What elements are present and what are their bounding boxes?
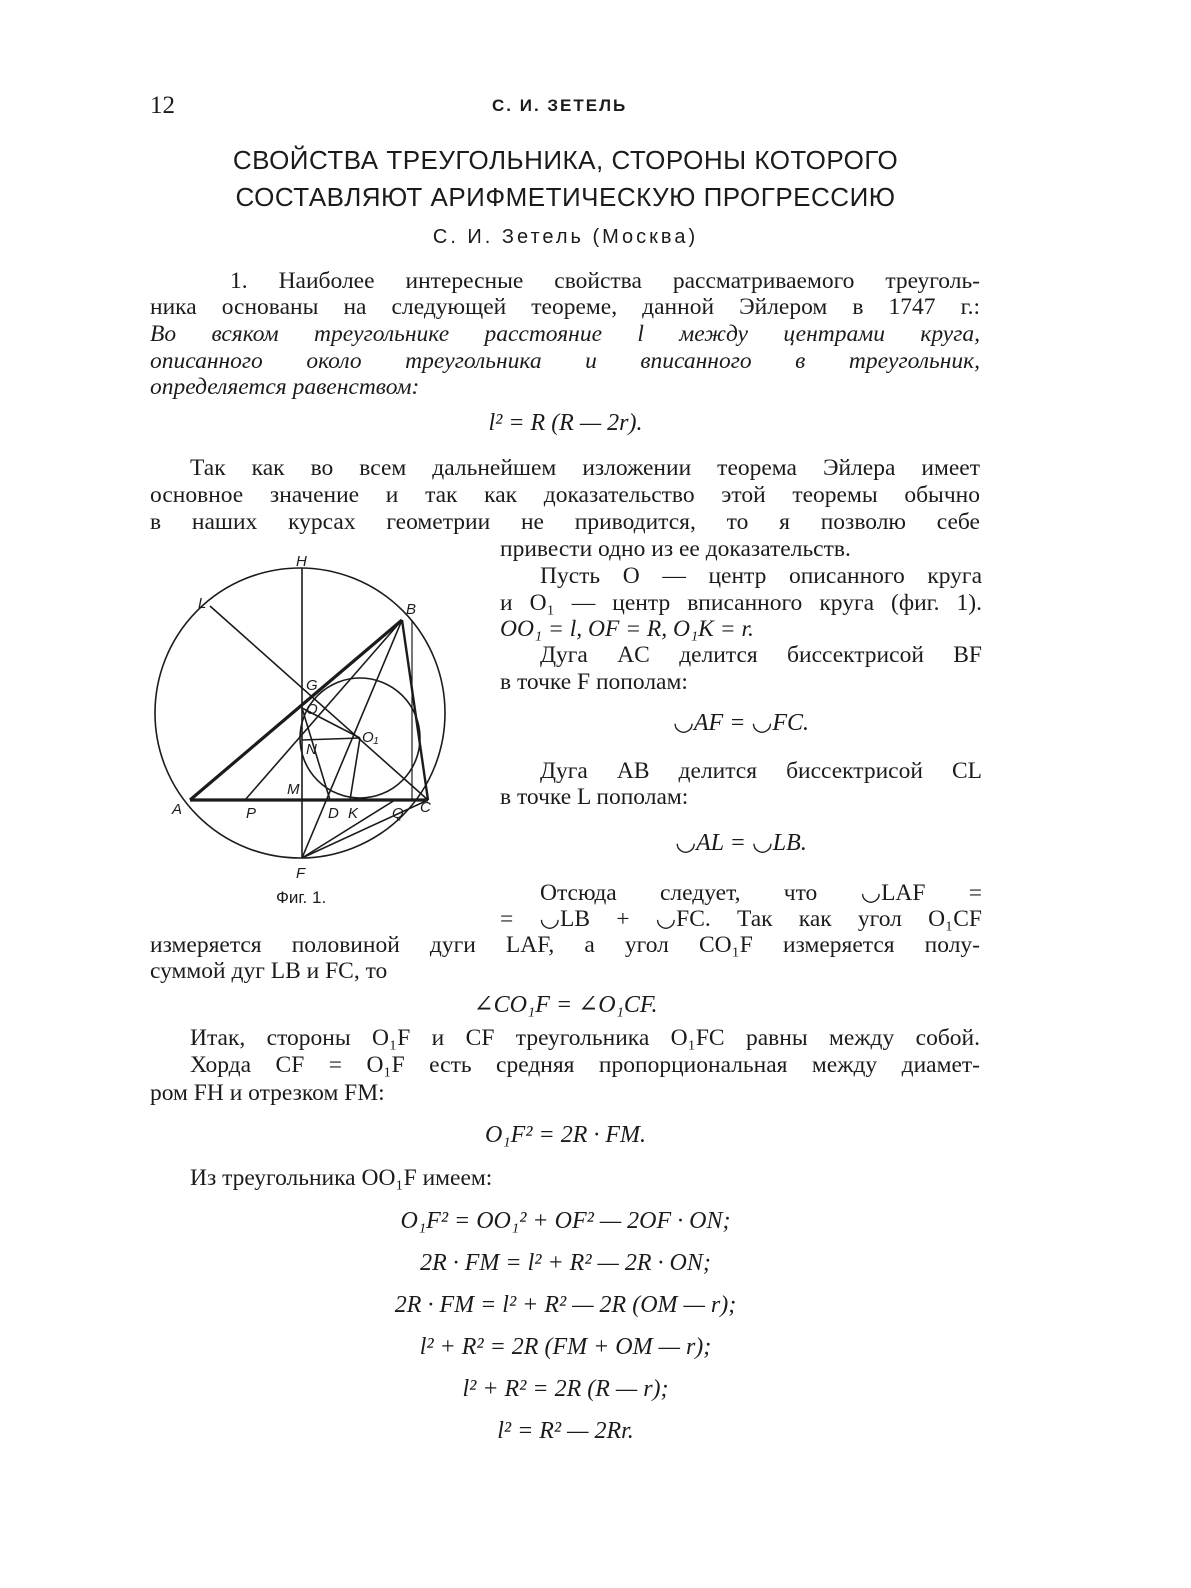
label-n: N — [306, 741, 317, 758]
paragraph-1-line-2: ника основаны на следующей теореме, данной Эйлером в 1747 г.: — [150, 294, 980, 320]
right-column-line-2: и O₁ — центр вписанного круга (фиг. 1). — [500, 590, 982, 616]
label-o: O — [306, 701, 318, 718]
label-k: K — [348, 805, 359, 822]
right-column-line-3: OO₁ = l, OF = R, O₁K = r. — [500, 616, 754, 642]
right-column-line-6: Дуга AB делится биссектрисой CL — [540, 758, 982, 784]
theorem-line-3: определяется равенством: — [150, 374, 420, 400]
paragraph-2-line-3: в наших курсах геометрии не приводится, то я позволю себе — [150, 509, 980, 535]
chord-cf — [302, 800, 428, 858]
right-column-line-8: Отсюда следует, что ◡LAF = — [540, 880, 982, 906]
label-g: G — [306, 677, 318, 694]
paragraph-2-line-4: привести одно из ее доказательств. — [500, 536, 851, 562]
label-m: M — [287, 781, 300, 798]
derivation-line-2: 2R · FM = l² + R² — 2R · ON; — [420, 1250, 711, 1276]
label-b: B — [406, 601, 417, 618]
wide-line-2: суммой дуг LB и FC, то — [150, 958, 388, 984]
right-column-line-9: = ◡LB + ◡FC. Так как угол O₁CF — [500, 906, 982, 932]
page-number: 12 — [150, 92, 175, 119]
wide-line-3: Итак, стороны O₁F и CF треугольника O₁FC равны между собой. — [190, 1025, 980, 1051]
label-q: Q — [392, 805, 404, 822]
paragraph-2-line-1: Так как во всем дальнейшем изложении теорема Эйлера имеет — [190, 455, 980, 481]
line-pb — [245, 620, 402, 800]
theorem-line-1: Во всяком треугольнике расстояние l между центрами круга, — [150, 321, 980, 347]
equation-arc-al: ◡AL = ◡LB. — [675, 830, 807, 856]
article-title-line-1: СВОЙСТВА ТРЕУГОЛЬНИКА, СТОРОНЫ КОТОРОГО — [232, 145, 899, 175]
derivation-line-6: l² = R² — 2Rr. — [497, 1418, 634, 1444]
derivation-line-1: O₁F² = OO₁² + OF² — 2OF · ON; — [400, 1208, 731, 1234]
right-column-line-1: Пусть O — центр описанного круга — [540, 563, 982, 589]
label-a: A — [172, 801, 183, 818]
right-column-line-4: Дуга AC делится биссектрисой BF — [540, 642, 982, 668]
derivation-line-5: l² + R² = 2R (R — r); — [462, 1376, 669, 1402]
article-title-line-2: СОСТАВЛЯЮТ АРИФМЕТИЧЕСКУЮ ПРОГРЕССИЮ — [235, 182, 896, 212]
derivation-line-3: 2R · FM = l² + R² — 2R (OM — r); — [394, 1292, 737, 1318]
label-p: P — [246, 805, 257, 822]
article-author: С. И. Зетель (Москва) — [432, 226, 699, 248]
paragraph-2-line-2: основное значение и так как доказательство этой теоремы обычно — [150, 482, 980, 508]
wide-line-4: Хорда CF = O₁F есть средняя пропорциональная между диамет- — [190, 1052, 980, 1078]
derivation-line-4: l² + R² = 2R (FM + OM — r); — [419, 1334, 712, 1360]
wide-line-5: ром FH и отрезком FM: — [150, 1080, 385, 1106]
equation-chord: O₁F² = 2R · FM. — [484, 1122, 647, 1148]
side-bc — [402, 620, 428, 800]
running-head: С. И. ЗЕТЕЛЬ — [492, 96, 628, 115]
equation-euler: l² = R (R — 2r). — [488, 410, 643, 436]
label-d: D — [328, 805, 339, 822]
wide-line-6: Из треугольника OO₁F имеем: — [190, 1165, 493, 1191]
label-f: F — [296, 865, 306, 882]
right-column-line-5: в точке F пополам: — [500, 669, 688, 695]
wide-line-1: измеряется половиной дуги LAF, а угол CO₁F измеряется полу- — [150, 932, 980, 958]
paragraph-1-line-1: 1. Наиболее интересные свойства рассматриваемого треуголь- — [230, 268, 980, 294]
label-o1: O₁ — [362, 729, 379, 746]
radius-o1k — [350, 738, 360, 800]
theorem-line-2: описанного около треугольника и вписанного в треугольник, — [150, 348, 980, 374]
label-h: H — [296, 553, 307, 570]
label-c: C — [420, 799, 431, 816]
right-column-line-7: в точке L пополам: — [500, 784, 689, 810]
figure-caption: Фиг. 1. — [276, 888, 327, 907]
equation-arc-af: ◡AF = ◡FC. — [672, 710, 810, 736]
equation-angles: ∠CO₁F = ∠O₁CF. — [473, 992, 658, 1018]
side-ab — [190, 620, 402, 800]
figure-1-diagram — [150, 548, 460, 883]
label-l: L — [198, 595, 207, 612]
